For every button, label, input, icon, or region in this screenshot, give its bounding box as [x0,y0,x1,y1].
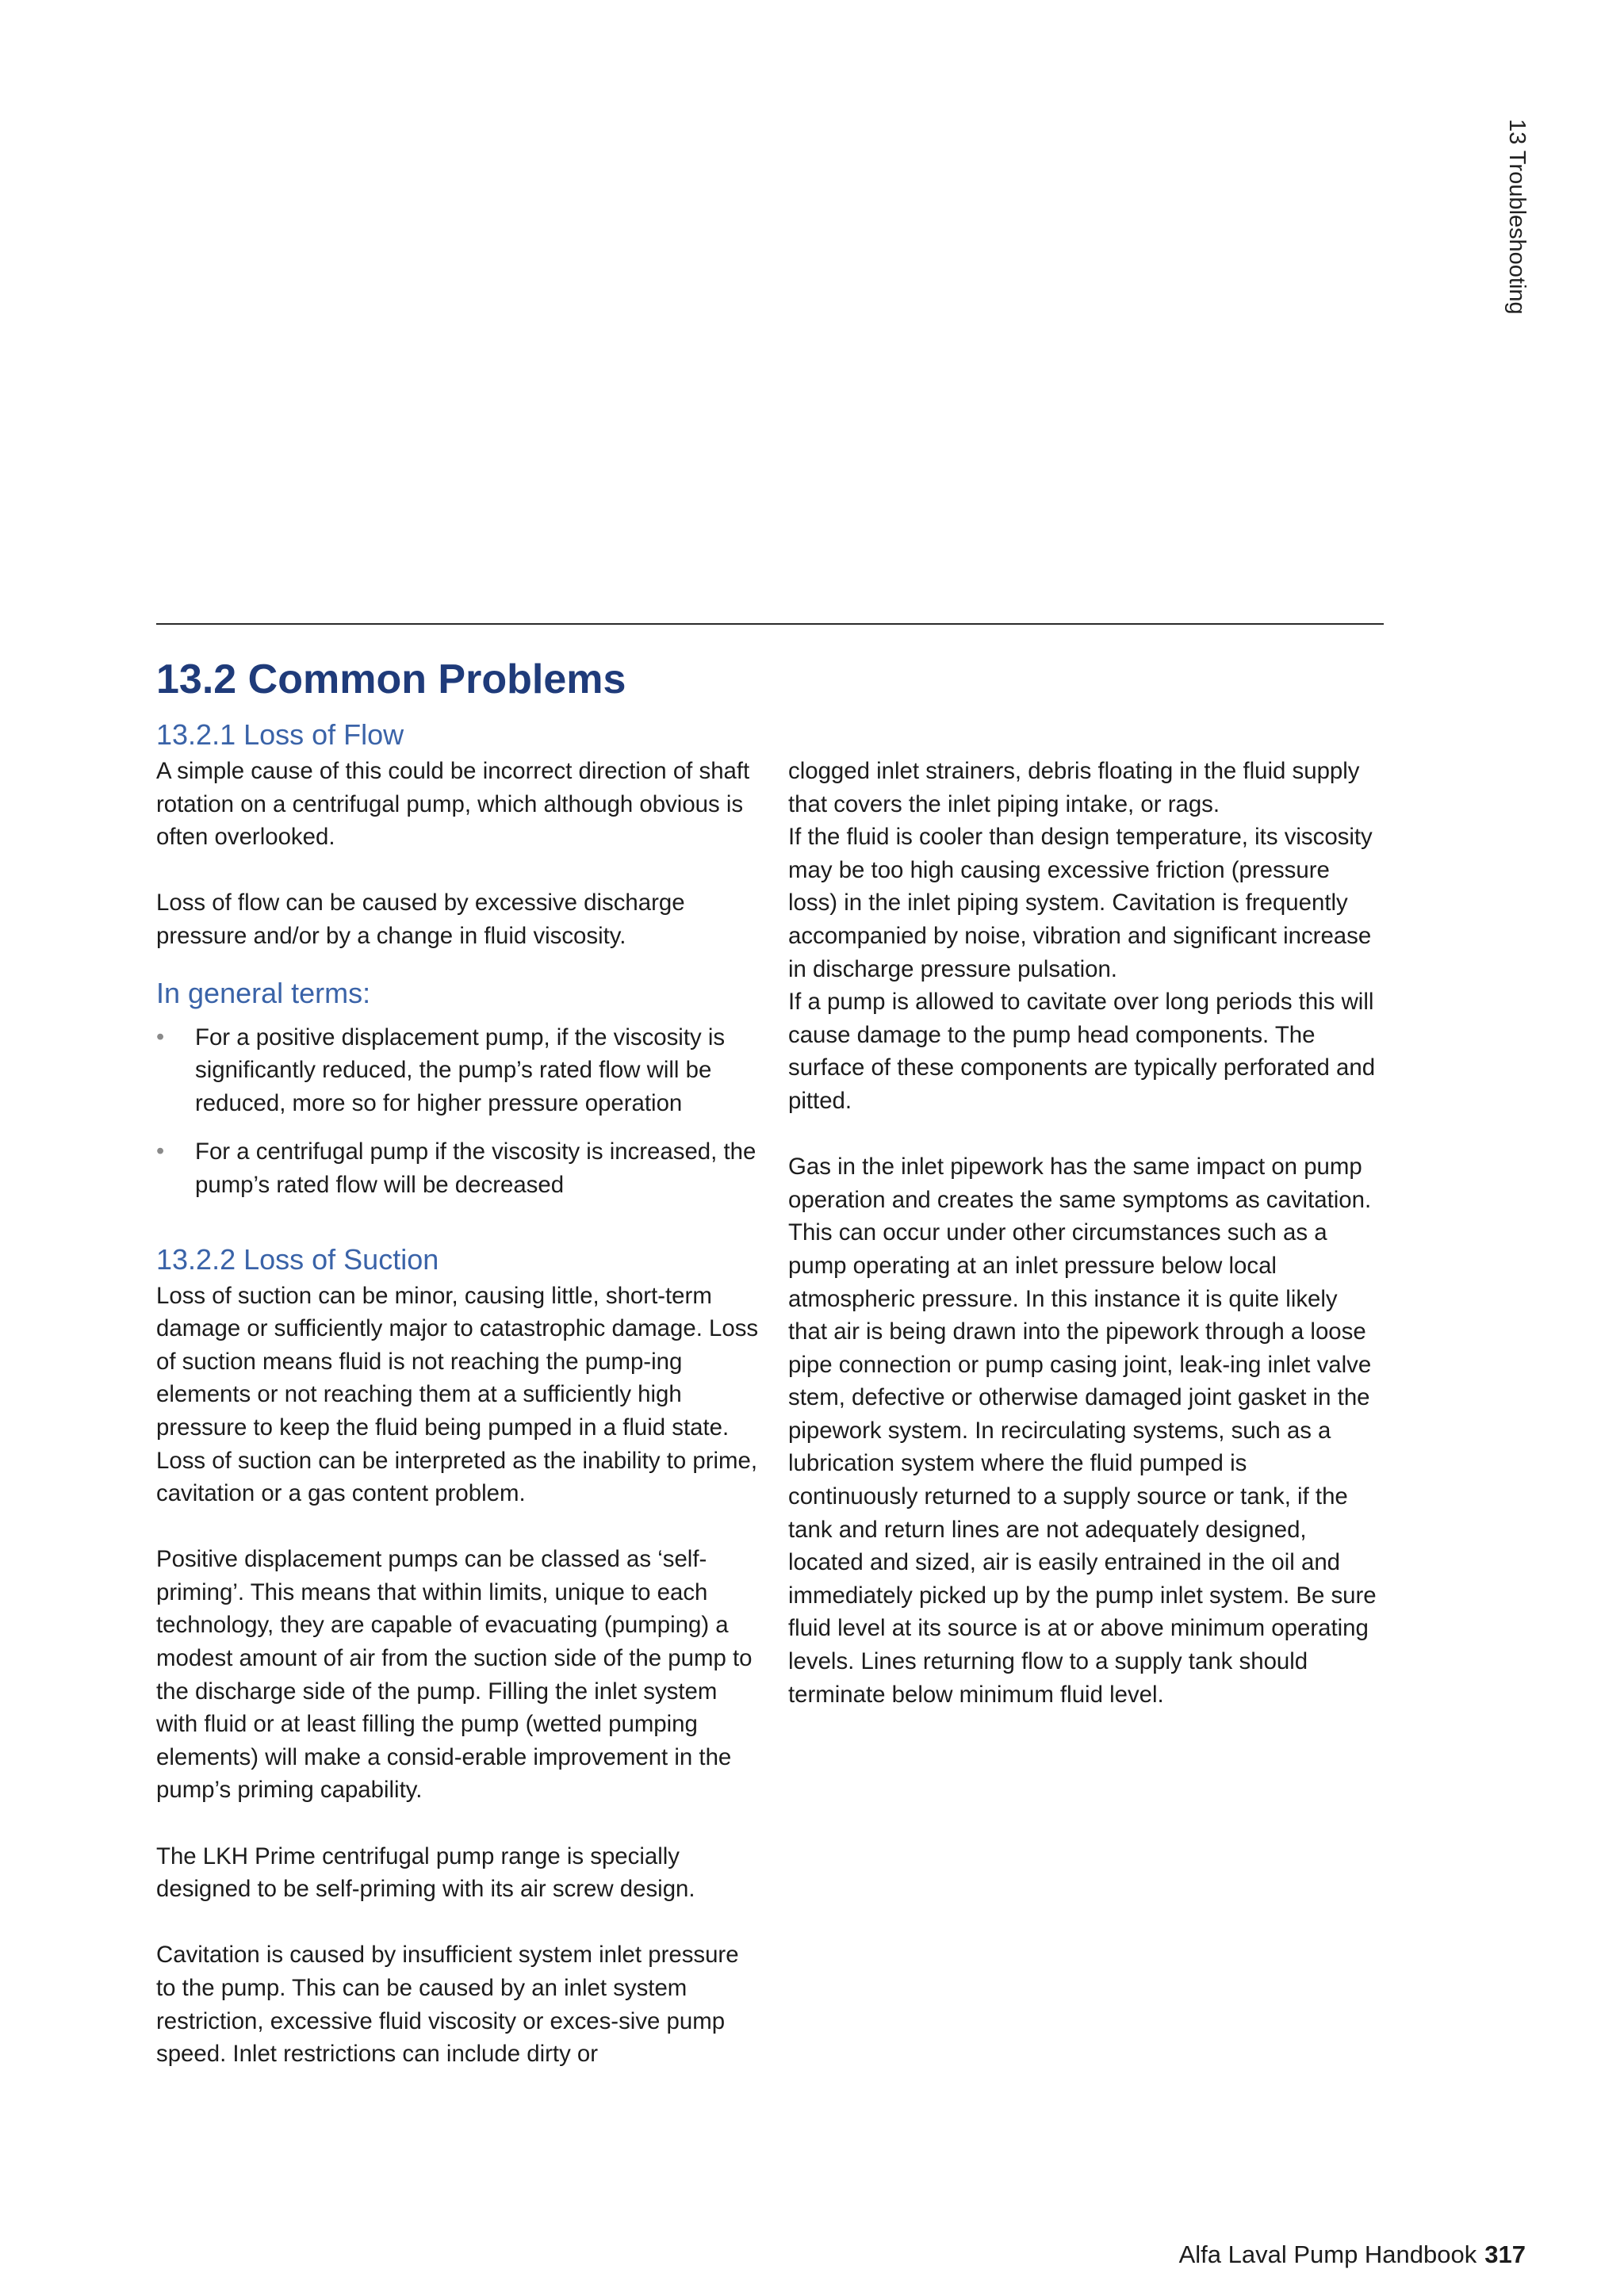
chapter-side-tab: 13 Troubleshooting [1504,119,1530,315]
paragraph: A simple cause of this could be incorrect direction of shaft rotation on a centrifugal pump, which although obvious is often overlooked. [156,758,750,851]
subsection-heading-loss-of-flow: 13.2.1 Loss of Flow [156,718,404,751]
page-footer [1179,2241,1526,2269]
list-item-text: For a positive displacement pump, if the viscosity is significantly reduced, the pump’s rated flow will be reduced, more so for higher pressure operation [195,1024,726,1116]
bullet-icon: • [156,1138,165,1165]
bullet-list [156,1021,759,1202]
right-column [788,755,1380,1711]
left-column [156,715,759,2071]
list-item [156,1135,759,1201]
paragraph: If the fluid is cooler than design temperature, its viscosity may be too high causing excessive friction (pressure loss) in the inlet piping system. Cavitation is frequently accompanied by noise, vibration and significant increase in discharge pressure pulsation. [788,824,1373,982]
bullet-icon: • [156,1024,165,1050]
paragraph: Cavitation is caused by insufficient system inlet pressure to the pump. This can be caused by an inlet system restriction, excessive fluid viscosity or exces-sive pump speed. Inlet restrictions can include dirty or [156,1942,739,2068]
page-number: 317 [1484,2241,1526,2268]
list-item [156,1021,759,1120]
paragraph: Positive displacement pumps can be classed as ‘self-priming’. This means that within limits, unique to each technology, they are capable of evacuating (pumping) a modest amount of air from the suction side of the pump to the discharge side of the pump. Filling the inlet system with fluid or at least filling the pump (wetted pumping elements) will make a consid-erable improvement in the pump’s priming capability. [156,1546,753,1804]
subsection-heading-loss-of-suction: 13.2.2 Loss of Suction [156,1242,439,1276]
section-divider [156,623,1384,625]
list-item-text: For a centrifugal pump if the viscosity is increased, the pump’s rated flow will be decreased [195,1138,756,1198]
paragraph: Gas in the inlet pipework has the same impact on pump operation and creates the same symptoms as cavitation. This can occur under other circumstances such as a pump operating at an inlet pressure below local atmospheric pressure. In this instance it is quite likely that air is being drawn into the pipework through a loose pipe connection or pump casing joint, leak-ing inlet valve stem, defective or otherwise damaged joint gasket in the pipework system. In recirculating systems, such as a lubrication system where the fluid pumped is continuously returned to a supply source or tank, if the tank and return lines are not adequately designed, located and sized, air is easily entrained in the oil and immediately picked up by the pump inlet system. Be sure fluid level at its source is at or above minimum operating levels. Lines returning flow to a supply tank should terminate below minimum fluid level. [788,1154,1377,1708]
paragraph: clogged inlet strainers, debris floating in the fluid supply that covers the inlet piping intake, or rags. [788,758,1360,817]
paragraph: Loss of suction can be minor, causing little, short-term damage or sufficiently major to catastrophic damage. Loss of suction means fluid is not reaching the pump-ing elements or not reaching them at a sufficiently high pressure to keep the fluid being pumped in a fluid state. Loss of suction can be interpreted as the inability to prime, cavitation or a gas content problem. [156,1282,759,1507]
paragraph: Loss of flow can be caused by excessive discharge pressure and/or by a change in fluid viscosity. [156,890,685,949]
general-terms-heading: In general terms: [156,976,371,1009]
section-title: 13.2 Common Problems [156,656,626,702]
paragraph: If a pump is allowed to cavitate over long periods this will cause damage to the pump head components. The surface of these components are typically perforated and pitted. [788,989,1376,1114]
footer-title: Alfa Laval Pump Handbook [1178,2241,1477,2268]
paragraph: The LKH Prime centrifugal pump range is specially designed to be self-priming with its air screw design. [156,1843,695,1903]
